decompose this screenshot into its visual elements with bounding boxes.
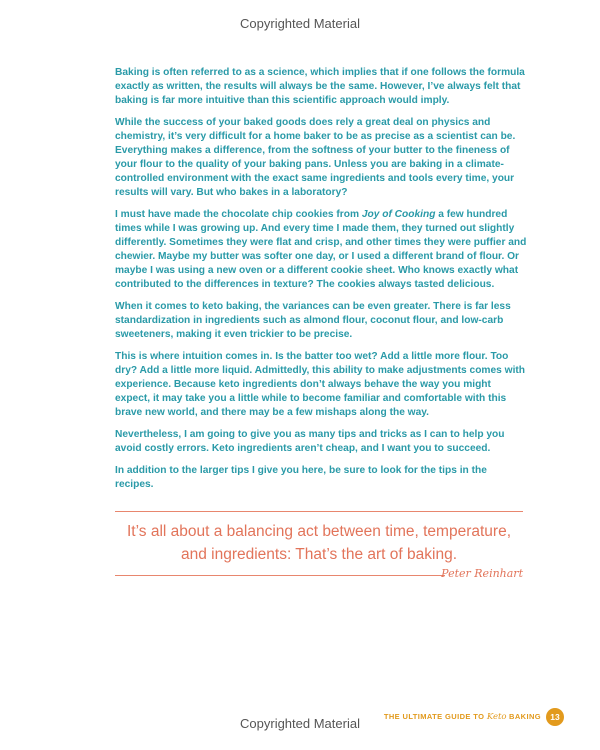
paragraph-3 — [115, 208, 527, 292]
paragraph-7: In addition to the larger tips I give you here, be sure to look for the tips in the recipes. — [115, 465, 487, 490]
quote-divider-top — [115, 511, 523, 512]
paragraph-5: This is where intuition comes in. Is the batter too wet? Add a little more flour. Too dry? Add a little more liquid. Admittedly, this ability to make adjustments comes with experience. Because keto ingredients don’t always behave the way you might expect, it may take you a little while to become familiar and comfortable with this brave new world, and there may be a few mishaps along the way. — [115, 351, 526, 418]
paragraph-3-after: a few hundred times while I was growing up. And every time I made them, they turned out slightly differently. Sometimes they were flat and crisp, and other times they were puffier and chewier. Maybe my butter was softer one day, or I used a different brand of flour. Or maybe I was using a new oven or a different cookie sheet. Who knows exactly what contributed to the differences in texture? The cookies always tasted delicious. — [115, 209, 527, 290]
footer-prefix: THE ULTIMATE GUIDE TO — [383, 712, 485, 721]
paragraph-4: When it comes to keto baking, the variances can be even greater. There is far less standardization in ingredients such as almond flour, coconut flour, and low-carb sweeteners, making it even trickier to be precise. — [115, 301, 511, 340]
quote-divider-bottom — [115, 575, 445, 576]
quote-line-1: It’s all about a balancing act between time, temperature, — [127, 523, 511, 540]
footer-suffix: BAKING — [509, 712, 541, 721]
quote-attribution — [115, 566, 523, 582]
paragraph-6: Nevertheless, I am going to give you as many tips and tricks as I can to help you avoid costly errors. Keto ingredients aren’t cheap, and I want you to succeed. — [115, 429, 505, 454]
paragraph-3-before: I must have made the chocolate chip cookies from — [115, 209, 362, 220]
book-title: Joy of Cooking — [361, 209, 436, 220]
body-text — [115, 66, 527, 500]
page-number-badge: 13 — [546, 708, 564, 726]
paragraph-2: While the success of your baked goods does rely a great deal on physics and chemistry, it’s very difficult for a home baker to be as precise as a scientist can be. Everything makes a difference, from the softness of your butter to the fineness of your flour to the quality of your baking pans. Unless you are baking in a climate-controlled environment with the exact same ingredients and tools every time, your results will vary. But who bakes in a laboratory? — [115, 117, 516, 198]
copyright-watermark-bottom: Copyrighted Material — [240, 716, 360, 731]
footer-script-word: Keto — [486, 712, 507, 722]
paragraph-1: Baking is often referred to as a science, which implies that if one follows the formula exactly as written, the results will always be the same. However, I’ve always felt that baking is far more intuitive than this scientific approach would imply. — [115, 67, 525, 106]
copyright-watermark-top: Copyrighted Material — [240, 16, 360, 31]
quote-line-2: and ingredients: That’s the art of baking. — [180, 546, 458, 563]
pull-quote — [115, 520, 523, 566]
quote-author: Peter Reinhart — [441, 567, 523, 580]
